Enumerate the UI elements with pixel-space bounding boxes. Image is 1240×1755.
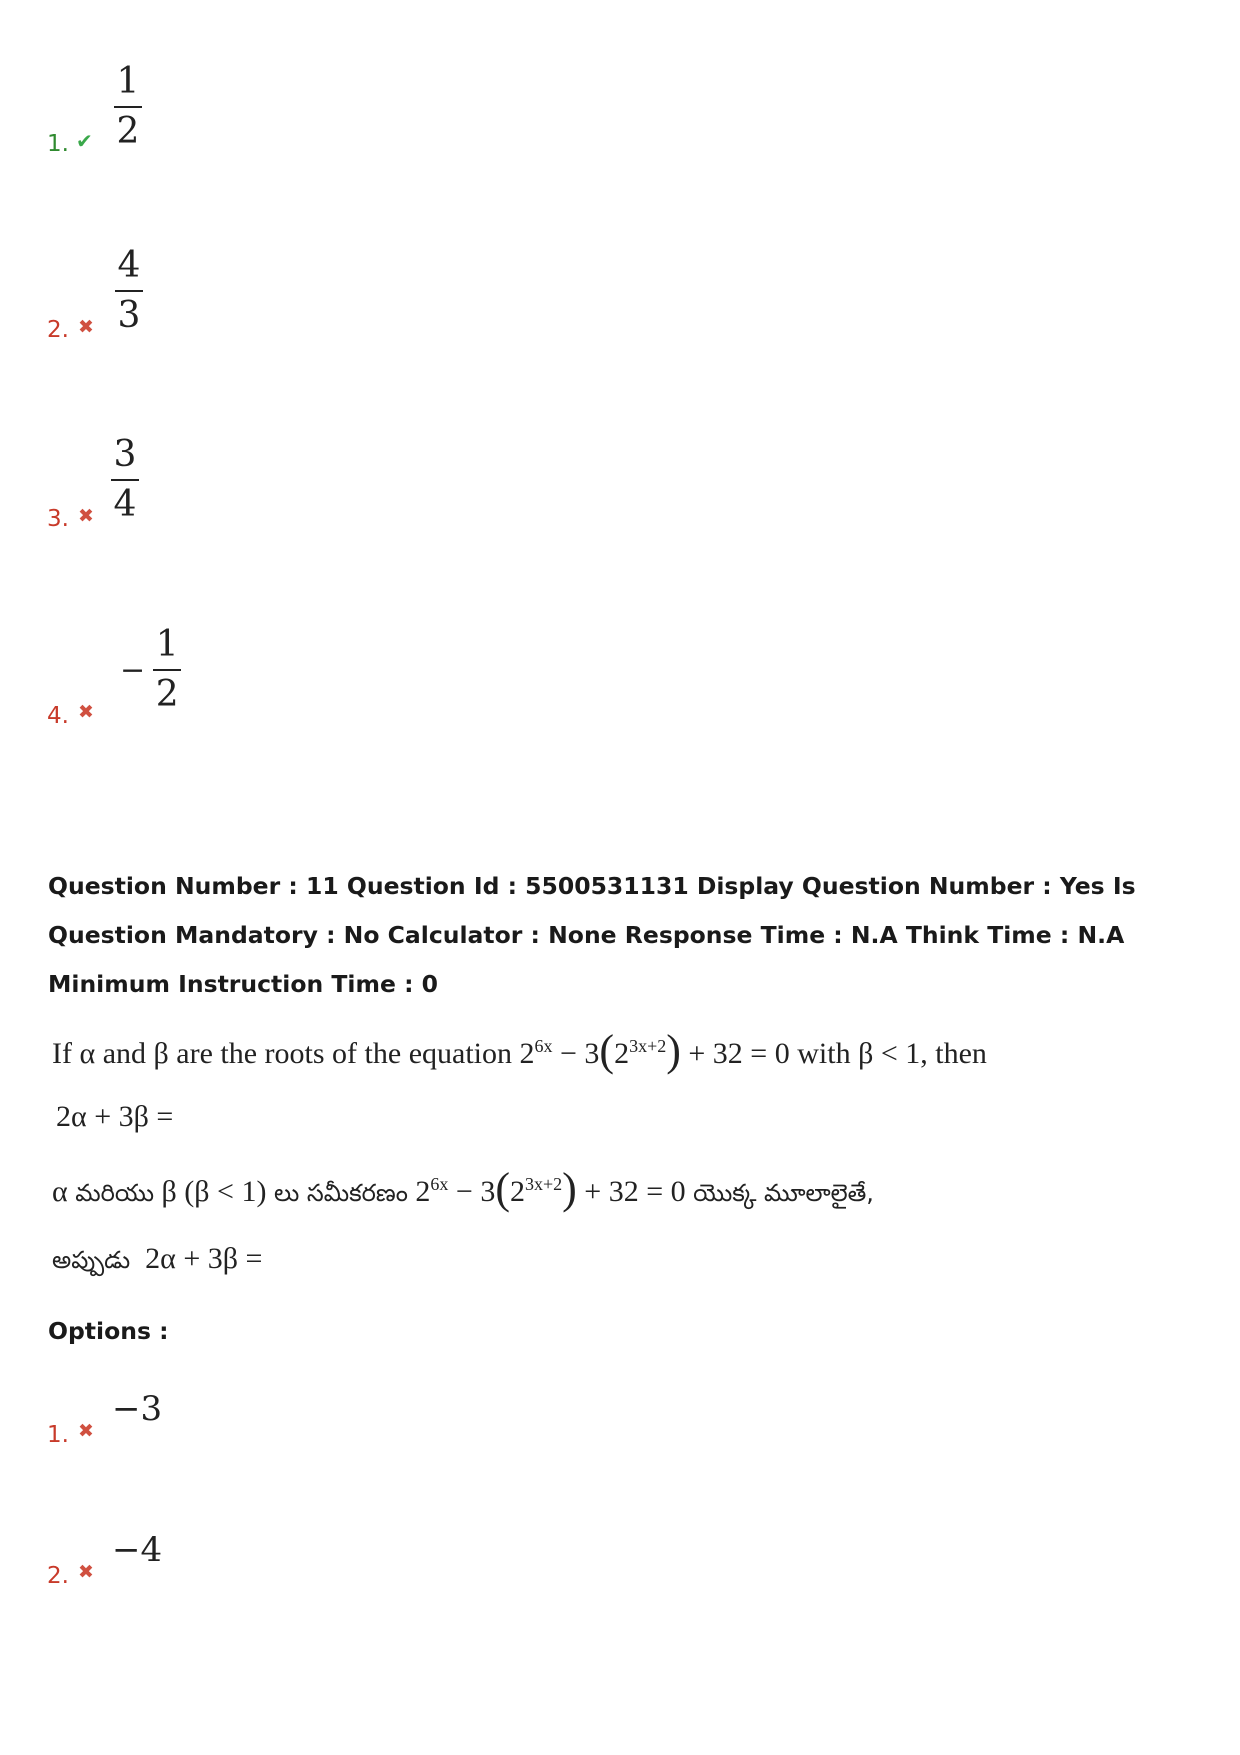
question-english-line1: If α and β are the roots of the equation $2^{6x} - 3(2^{3x+2}) + 32 = 0$ with β < 1, then [52,1026,987,1075]
option-answer: −3 [112,1389,163,1429]
numerator: 1 [116,61,140,102]
option-answer [120,624,181,715]
cross-icon: ✖ [78,316,94,338]
check-icon: ✔ [76,129,93,153]
cross-icon: ✖ [78,505,94,527]
cross-icon: ✖ [78,701,94,723]
option-number: 1. [47,1422,69,1448]
denominator: 3 [117,295,141,336]
denominator: 2 [116,111,140,152]
option-answer [114,61,142,152]
option-number: 4. [47,703,69,729]
question-english-line2: 2α + 3β = [56,1100,174,1133]
question-metadata: Question Number : 11 Question Id : 5500531131 Display Question Number : Yes Is Question Mandatory : No Calculator : None Response Time : N.A Think Time : N.A Minimum Instruction Time : 0 [48,872,1136,998]
numerator: 1 [155,624,179,665]
question-telugu-line1: α మరియు β (β < 1) లు సమీకరణం $2^{6x} - 3(2^{3x+2}) + 32 = 0$ యొక్క మూలాలైతే, [52,1164,874,1213]
option-number: 1. [47,131,69,157]
option-answer [111,434,139,525]
options-label: Options : [48,1317,169,1345]
denominator: 4 [113,484,137,525]
option-number: 2. [47,317,69,343]
option-number: 2. [47,1563,69,1589]
numerator: 3 [113,434,137,475]
numerator: 4 [117,245,141,286]
option-number: 3. [47,506,69,532]
cross-icon: ✖ [78,1561,94,1583]
denominator: 2 [155,674,179,715]
cross-icon: ✖ [78,1420,94,1442]
option-answer: −4 [112,1530,163,1570]
minus-sign: − [120,652,146,688]
question-telugu-line2: అప్పుడు 2α + 3β = [52,1242,263,1275]
option-answer [115,245,143,336]
